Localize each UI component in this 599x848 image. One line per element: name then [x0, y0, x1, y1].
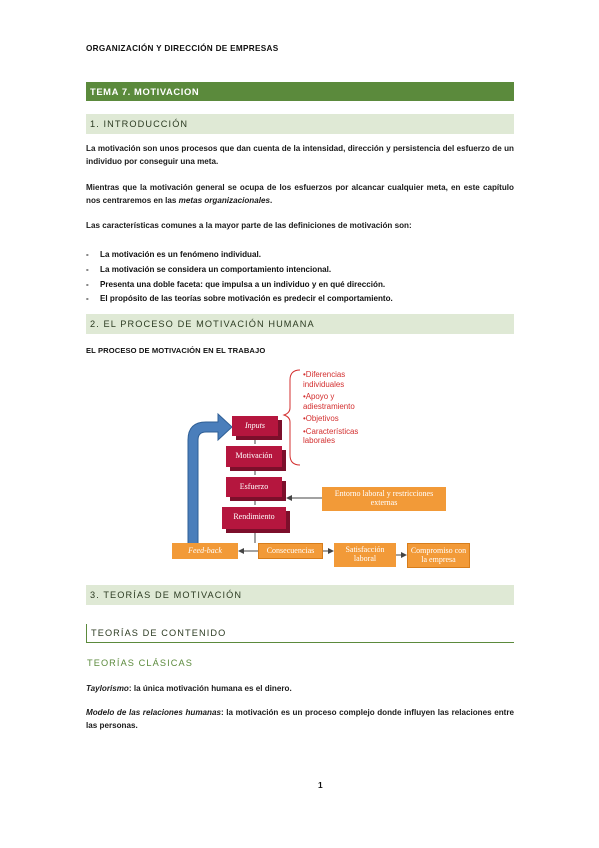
modelo-paragraph: [86, 707, 514, 732]
entorno-box: Entorno laboral y restricciones externas: [322, 487, 446, 511]
inputs-bracket: [284, 370, 300, 465]
intro-paragraph-1: La motivación son unos procesos que dan cuenta de la intensidad, dirección y persistencia del esfuerzo de un individuo por conseguir una meta.: [86, 144, 514, 166]
diagram-subtitle: EL PROCESO DE MOTIVACIÓN EN EL TRABAJO: [86, 346, 266, 355]
list-item: - Presenta una doble faceta: que impulsa a un individuo y en qué dirección.: [86, 278, 514, 293]
compromiso-box: Compromiso con la empresa: [407, 543, 470, 568]
process-motivacion: Motivación: [226, 446, 282, 467]
section-1-heading: 1. INTRODUCCIÓN: [86, 114, 514, 134]
input-item: •Características laborales: [303, 426, 359, 445]
list-item: - La motivación es un fenómeno individual.: [86, 248, 514, 263]
modelo-text: : la motivación es un proceso complejo donde influyen las relaciones entre las personas.: [86, 708, 515, 730]
process-esfuerzo: Esfuerzo: [226, 477, 282, 497]
intro-p2-start: Mientras que la motivación general se ocupa de los esfuerzos por alcancar cualquier meta, en este capítulo nos centraremos en las: [86, 183, 514, 205]
taylorismo-term: Taylorismo: [86, 684, 129, 693]
page-number: 1: [318, 780, 323, 790]
metas-organizacionales: metas organizacionales: [178, 195, 270, 205]
taylorismo-paragraph: [86, 683, 514, 696]
running-header: ORGANIZACIÓN Y DIRECCIÓN DE EMPRESAS: [86, 44, 279, 53]
input-item: •Apoyo y adiestramiento: [303, 392, 355, 411]
teorias-clasicas-heading: TEORÍAS CLÁSICAS: [87, 658, 193, 668]
list-item: - El propósito de las teorías sobre motivación es predecir el comportamiento.: [86, 292, 514, 307]
section-2-heading: 2. EL PROCESO DE MOTIVACIÓN HUMANA: [86, 314, 514, 334]
modelo-term: Modelo de las relaciones humanas: [86, 708, 221, 717]
characteristics-list: [86, 248, 514, 307]
consecuencias-box: Consecuencias: [258, 543, 323, 559]
intro-paragraph-2: [86, 182, 514, 207]
input-item: •Objetivos: [303, 414, 339, 423]
process-rendimiento: Rendimiento: [222, 507, 286, 529]
teorias-contenido-heading: TEORÍAS DE CONTENIDO: [86, 624, 514, 643]
section-3-heading: 3. TEORÍAS DE MOTIVACIÓN: [86, 585, 514, 605]
intro-paragraph-3: Las características comunes a la mayor parte de las definiciones de motivación son:: [86, 221, 412, 230]
feedback-box: Feed-back: [172, 543, 238, 559]
intro-p2-end: .: [270, 195, 273, 205]
inputs-list: [303, 370, 383, 449]
process-inputs: Inputs: [232, 416, 278, 436]
satisfaccion-box: Satisfacción laboral: [334, 543, 396, 567]
input-item: •Diferencias individuales: [303, 370, 346, 389]
taylorismo-text: : la única motivación humana es el dinero.: [128, 684, 292, 693]
tema-title-bar: TEMA 7. MOTIVACION: [86, 82, 514, 101]
list-item: - La motivación se considera un comportamiento intencional.: [86, 263, 514, 278]
